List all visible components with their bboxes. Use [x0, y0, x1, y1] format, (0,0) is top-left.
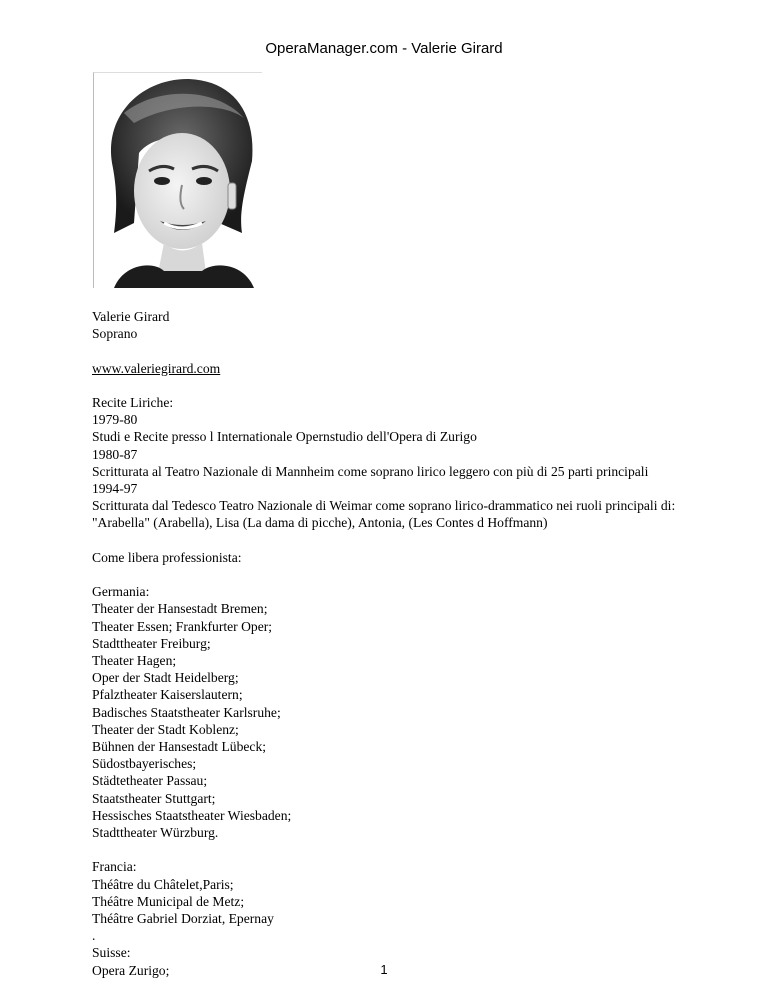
career-entry: Scritturata dal Tedesco Teatro Nazionale di Weimar come soprano lirico-drammatico nei ruoli principali di:: [92, 498, 676, 514]
voice-type: Soprano: [92, 326, 138, 342]
page-number: 1: [380, 962, 388, 977]
venue-item: Theater der Hansestadt Bremen;: [92, 601, 268, 617]
venue-item: Théâtre du Châtelet,Paris;: [92, 876, 234, 892]
venue-item: Städtetheater Passau;: [92, 773, 208, 789]
career-entry: Scritturata al Teatro Nazionale di Mannheim come soprano lirico leggero con più di 25 parti principali: [92, 463, 649, 479]
stray-dot: .: [92, 928, 96, 944]
page-header-title: OperaManager.com - Valerie Girard: [265, 40, 503, 57]
france-heading: Francia:: [92, 859, 137, 875]
career-heading: Recite Liriche:: [92, 394, 174, 410]
portrait-photo: [93, 72, 262, 288]
venue-item: Theater der Stadt Koblenz;: [92, 721, 239, 737]
venue-item: Badisches Staatstheater Karlsruhe;: [92, 704, 281, 720]
venue-item: Théâtre Gabriel Dorziat, Epernay: [92, 911, 274, 927]
venue-item: Opera Zurigo;: [92, 962, 170, 978]
venue-item: Theater Hagen;: [92, 653, 177, 668]
venue-item: Pfalztheater Kaiserslautern;: [92, 687, 243, 703]
venue-item: Théâtre Municipal de Metz;: [92, 893, 245, 909]
website-link[interactable]: www.valeriegirard.com: [92, 360, 221, 376]
career-entry: Studi e Recite presso l Internationale Opernstudio dell'Opera di Zurigo: [92, 429, 477, 445]
germany-heading: Germania:: [92, 584, 150, 600]
venue-item: Theater Essen; Frankfurter Oper;: [92, 618, 273, 634]
freelance-heading: Come libera professionista:: [92, 549, 242, 565]
venue-item: Stadttheater Würzburg.: [92, 825, 219, 841]
career-entry: 1980-87: [92, 446, 138, 462]
singer-name: Valerie Girard: [92, 309, 170, 324]
career-entry: 1994-97: [92, 481, 138, 496]
career-entry: "Arabella" (Arabella), Lisa (La dama di picche), Antonia, (Les Contes d Hoffmann): [92, 515, 548, 531]
career-entry: 1979-80: [92, 412, 138, 428]
venue-item: Stadttheater Freiburg;: [92, 635, 211, 651]
venue-item: Oper der Stadt Heidelberg;: [92, 670, 239, 686]
venue-item: Hessisches Staatstheater Wiesbaden;: [92, 807, 292, 823]
venue-item: Südostbayerisches;: [92, 756, 197, 772]
switzerland-heading: Suisse:: [92, 945, 131, 961]
venue-item: Staatstheater Stuttgart;: [92, 790, 216, 806]
venue-item: Bühnen der Hansestadt Lübeck;: [92, 739, 267, 755]
biography-content: [92, 308, 742, 979]
portrait-image: [94, 73, 262, 288]
